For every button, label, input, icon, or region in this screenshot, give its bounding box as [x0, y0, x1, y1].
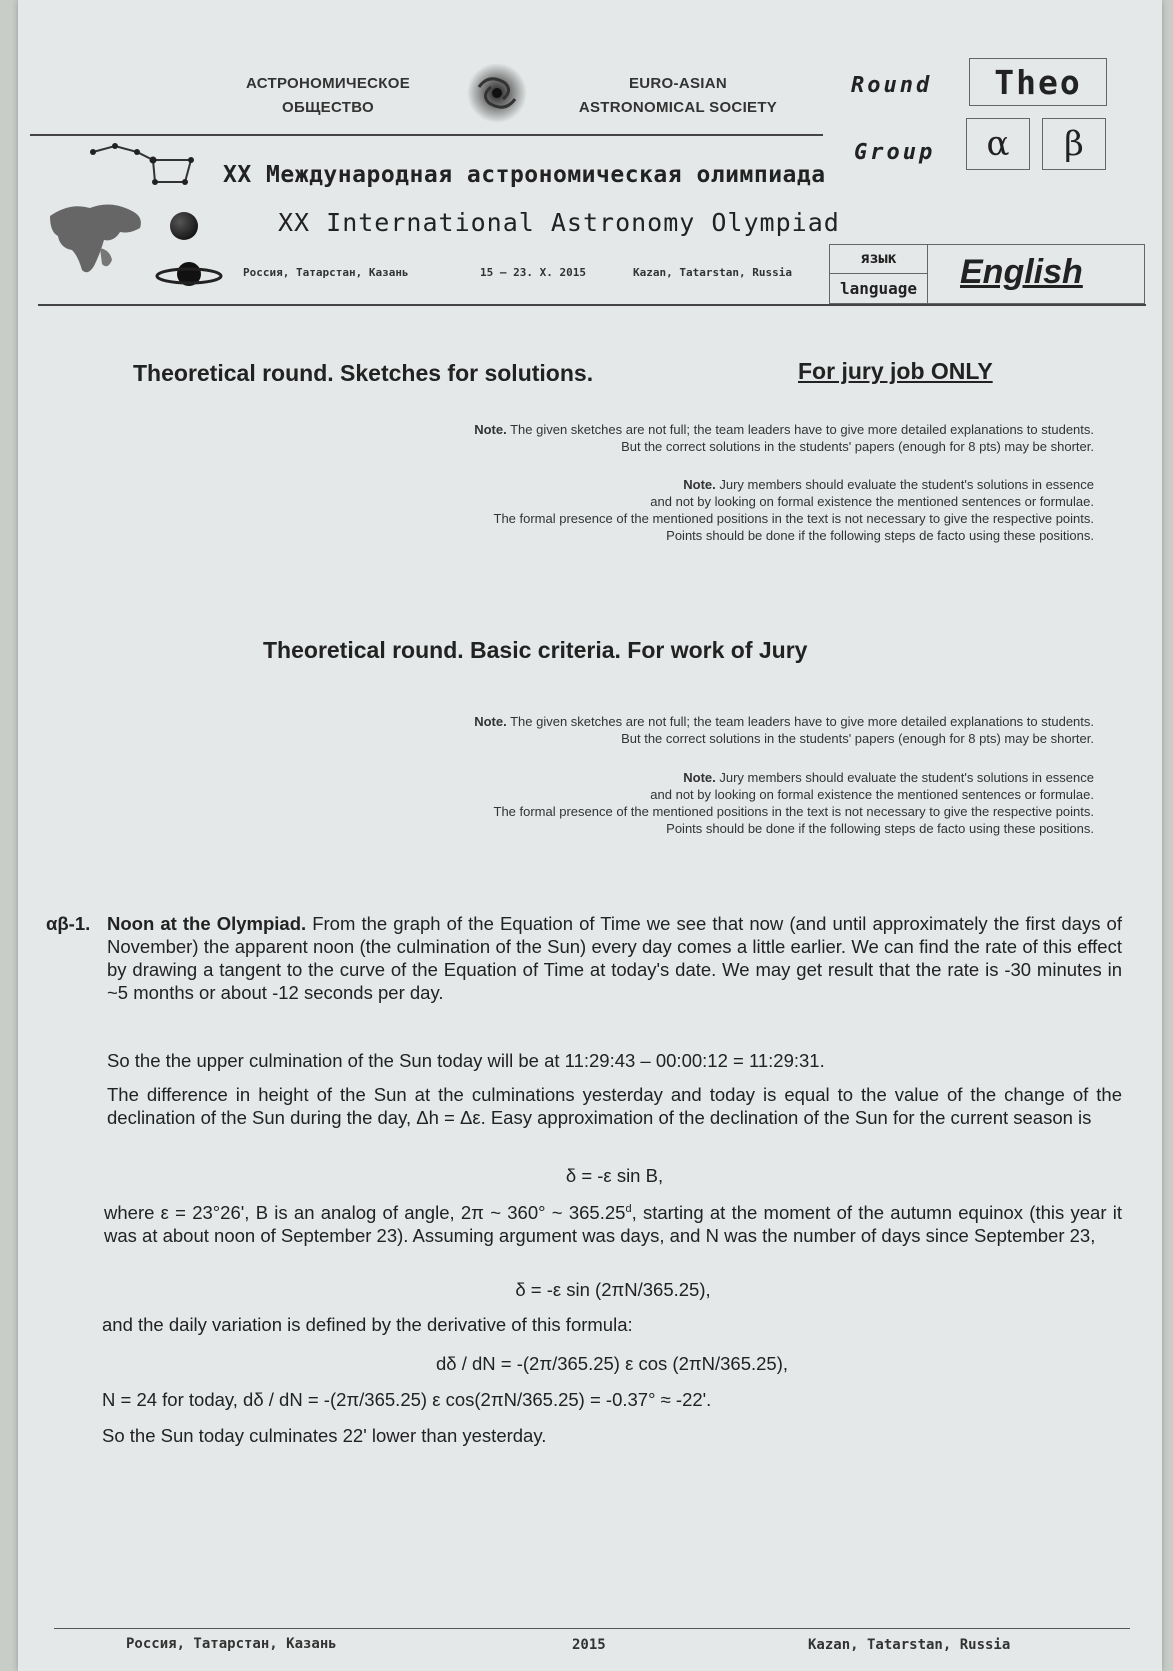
note-text: Points should be done if the following steps de facto using these positions. [666, 821, 1094, 836]
round-value-box: Theo [969, 58, 1107, 106]
world-map-icon [40, 196, 150, 282]
formula-derivative: dδ / dN = -(2π/365.25) ε cos (2πN/365.25), [435, 1353, 789, 1374]
olympiad-title-en: XX International Astronomy Olympiad [278, 208, 840, 237]
note-label: Note. [683, 770, 716, 785]
note-text: The given sketches are not full; the team leaders have to give more detailed explanations to students. [506, 422, 1094, 437]
olympiad-title-ru: XX Международная астрономическая олимпиада [223, 162, 826, 188]
society-name-en: EURO-ASIAN ASTRONOMICAL SOCIETY [578, 75, 778, 116]
location-ru: Россия, Татарстан, Казань [243, 266, 409, 279]
note-label: Note. [683, 477, 716, 492]
problem-number: αβ-1. [46, 913, 91, 934]
language-label-en: language [830, 274, 928, 303]
section2-title: Theoretical round. Basic criteria. For work of Jury [263, 637, 808, 663]
superscript-text: d [625, 1203, 632, 1215]
problem-paragraph-1 [107, 912, 1122, 1004]
note-text: and not by looking on formal existence the mentioned sentences or formulae. [650, 787, 1094, 802]
note-text: Points should be done if the following steps de facto using these positions. [666, 528, 1094, 543]
document-page [18, 0, 1162, 1671]
section1-note2 [494, 476, 1095, 544]
section2-note2 [494, 769, 1095, 837]
note-text: But the correct solutions in the students' papers (enough for 8 pts) may be shorter. [621, 731, 1094, 746]
problem-paragraph-2: So the the upper culmination of the Sun today will be at 11:29:43 – 00:00:12 = 11:29:31. [107, 1050, 825, 1071]
note-text: and not by looking on formal existence the mentioned sentences or formulae. [650, 494, 1094, 509]
group-alpha-box: α [966, 118, 1030, 170]
paragraph-text: where ε = 23°26', B is an analog of angle, 2π ~ 360° ~ 365.25 [104, 1202, 626, 1224]
location-en: Kazan, Tatarstan, Russia [633, 266, 792, 279]
jury-only-label: For jury job ONLY [798, 358, 993, 384]
language-box [829, 244, 1145, 304]
problem-paragraph-7: So the Sun today culminates 22' lower than yesterday. [102, 1425, 547, 1446]
note-text: The formal presence of the mentioned positions in the text is not necessary to give the respective points. [493, 511, 1094, 526]
section1-note1 [474, 421, 1094, 455]
language-label-ru: язык [830, 245, 928, 274]
problem-paragraph-4 [104, 1198, 1122, 1247]
constellation-icon [73, 138, 203, 188]
note-label: Note. [474, 422, 507, 437]
footer-right: Kazan, Tatarstan, Russia [808, 1637, 1011, 1653]
section2-note1 [474, 713, 1094, 747]
note-text: The formal presence of the mentioned positions in the text is not necessary to give the respective points. [493, 804, 1094, 819]
footer-year: 2015 [572, 1637, 606, 1653]
problem-paragraph-6: N = 24 for today, dδ / dN = -(2π/365.25) ε cos(2πN/365.25) = -0.37° ≈ -22'. [102, 1389, 712, 1410]
olympiad-dates: 15 – 23. X. 2015 [480, 266, 586, 279]
problem-paragraph-5: and the daily variation is defined by the derivative of this formula: [102, 1314, 633, 1335]
note-text: Jury members should evaluate the student's solutions in essence [715, 770, 1094, 785]
saturn-icon [154, 256, 224, 292]
header-divider-top [30, 134, 823, 136]
paragraph-text: From the graph of the Equation of Time we see that now (and until approximately the first days of November) the apparent noon (the culmination of the Sun) every day comes a little earlier. We can find the rate of this effect by drawing a tangent to the curve of the Equation of Time at today's date. We may get result that the rate is -30 minutes in ~5 months or about -12 seconds per day. [107, 913, 1122, 1003]
society-name-ru: АСТРОНОМИЧЕСКОЕ ОБЩЕСТВО [245, 75, 411, 116]
group-label: Group [854, 140, 936, 165]
group-beta-box: β [1042, 118, 1106, 170]
footer-divider [54, 1628, 1130, 1629]
problem-paragraph-3: The difference in height of the Sun at the culminations yesterday and today is equal to the value of the change of the declination of the Sun during the day, Δh = Δε. Easy approximation of the declination of the Sun for the current season is [107, 1084, 1122, 1128]
section1-title: Theoretical round. Sketches for solutions. [133, 360, 594, 386]
formula-declination-days: δ = -ε sin (2πN/365.25), [515, 1279, 711, 1300]
round-label: Round [851, 73, 933, 98]
problem-title: Noon at the Olympiad. [107, 913, 307, 934]
note-text: The given sketches are not full; the team leaders have to give more detailed explanations to students. [506, 714, 1094, 729]
header-divider-bottom [38, 304, 1146, 306]
note-text: But the correct solutions in the students' papers (enough for 8 pts) may be shorter. [621, 439, 1094, 454]
language-value: English [960, 253, 1083, 291]
moon-icon [170, 212, 198, 240]
paragraph-text: , starting at the moment of the autumn equinox (this year it was at about noon of September 23). Assuming argument was days, and N was the number of days since September 23, [104, 1202, 1123, 1247]
footer-left: Россия, Татарстан, Казань [126, 1636, 337, 1652]
note-label: Note. [474, 714, 507, 729]
galaxy-logo-icon [464, 60, 530, 126]
note-text: Jury members should evaluate the student's solutions in essence [715, 477, 1094, 492]
formula-declination: δ = -ε sin B, [565, 1165, 664, 1186]
